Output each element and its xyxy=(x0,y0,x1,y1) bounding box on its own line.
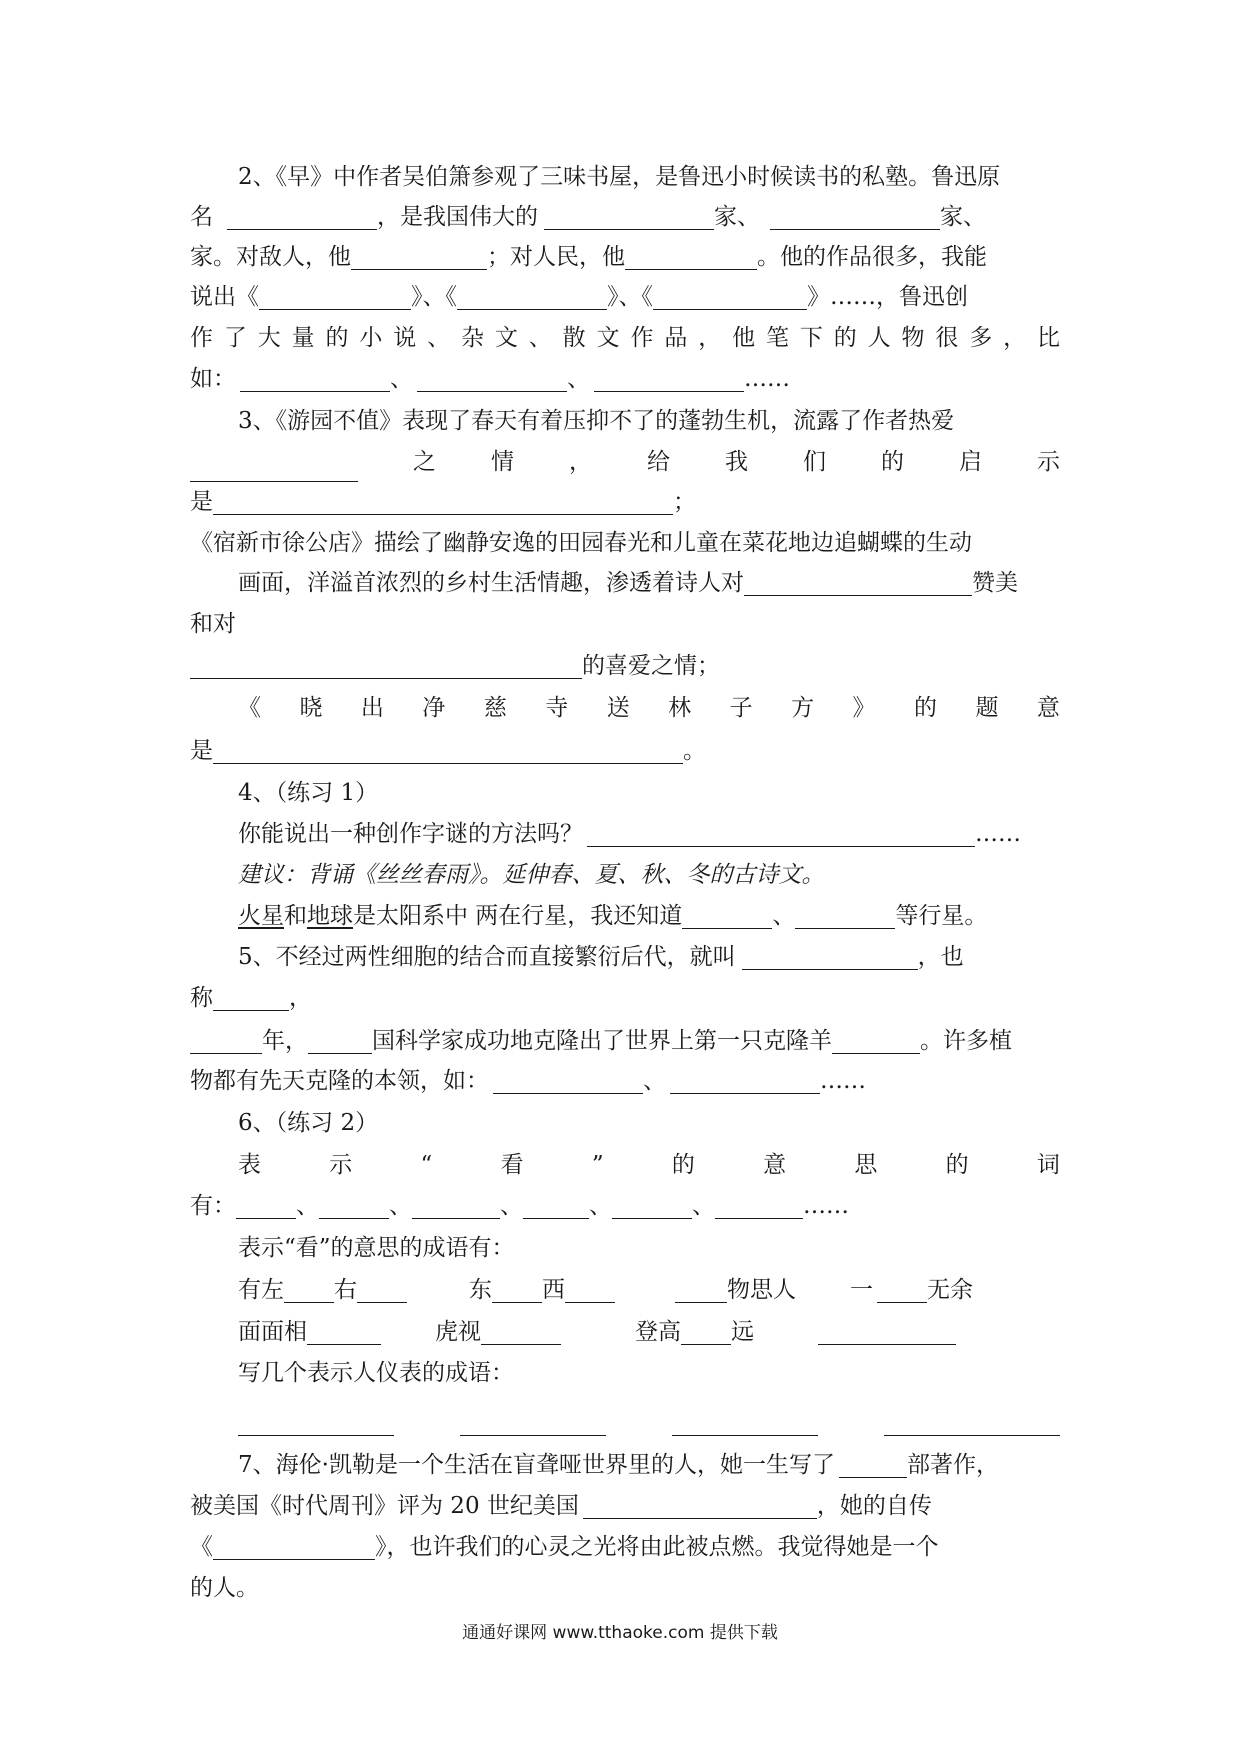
q6-idioms-row-2: 面面相 虎视 登高 远 xyxy=(238,1312,1060,1352)
blank[interactable] xyxy=(583,1492,817,1519)
q6-idioms-row-1: 有左 右 东 西 物思人 一 无余 xyxy=(238,1277,973,1303)
q2-line-6: 如： 、 、 …… xyxy=(190,366,790,392)
blank[interactable] xyxy=(307,1318,381,1345)
q3-line-3: 是 ； xyxy=(190,489,696,515)
blank[interactable] xyxy=(625,243,757,270)
blank[interactable] xyxy=(523,1192,589,1219)
blank[interactable] xyxy=(653,283,807,310)
blank[interactable] xyxy=(832,1027,920,1054)
blank[interactable] xyxy=(492,1276,542,1303)
blank[interactable] xyxy=(213,737,683,764)
blank[interactable] xyxy=(675,1276,727,1303)
q2-line-2: 名 ，是我国伟大的 家、 家、 xyxy=(190,204,986,230)
q3-line-9: 是 。 xyxy=(190,738,706,764)
blank[interactable] xyxy=(672,1409,818,1436)
q3-line-5: 画面，洋溢首浓烈的乡村生活情趣，渗透着诗人对 赞美 xyxy=(238,570,1018,596)
blank[interactable] xyxy=(240,365,390,392)
q4-line-4: 火星和地球是太阳系中 两在行星，我还知道 、 等行星。 xyxy=(238,903,988,929)
q2-line-5: 作了大量的小说、杂文、散文作品，他笔下的人物很多，比 xyxy=(190,325,1060,351)
q7-line-1: 7、海伦·凯勒是一个生活在盲聋哑世界里的人，她一生写了 部著作， xyxy=(238,1452,999,1478)
q3-line-8: 《 晓 出 净 慈 寺 送 林 子 方 》 的 题 意 xyxy=(238,695,1060,721)
blank[interactable] xyxy=(544,203,714,230)
footer-credit: 通通好课网 www.tthaoke.com 提供下载 xyxy=(462,1623,778,1643)
blank[interactable] xyxy=(681,1318,731,1345)
blank[interactable] xyxy=(742,943,918,970)
blank[interactable] xyxy=(670,1067,820,1094)
blank[interactable] xyxy=(227,203,377,230)
blank[interactable] xyxy=(351,243,487,270)
q5-line-3: 年， 国科学家成功地克隆出了世界上第一只克隆羊 。许多植 xyxy=(190,1021,1060,1061)
blank[interactable] xyxy=(612,1192,692,1219)
blank[interactable] xyxy=(770,203,940,230)
blank[interactable] xyxy=(715,1192,803,1219)
blank[interactable] xyxy=(481,1318,561,1345)
blank[interactable] xyxy=(877,1276,927,1303)
q6-line-2: 表 示 “ 看 ” 的 意 思 的 词 xyxy=(238,1152,1060,1178)
blank[interactable] xyxy=(213,1533,375,1560)
q2-line-4: 说出《 》、《 》、《 》……，鲁迅创 xyxy=(190,284,968,310)
q5-line-1: 5、不经过两性细胞的结合而直接繁衍后代，就叫 ，也 xyxy=(238,944,964,970)
q7-line-2: 被美国《时代周刊》评为 20 世纪美国 ，她的自传 xyxy=(190,1493,932,1519)
q6-line-4: 表示“看”的意思的成语有： xyxy=(238,1235,515,1261)
blank[interactable] xyxy=(284,1276,334,1303)
blank[interactable] xyxy=(308,1027,372,1054)
q6-line-3: 有： 、 、 、 、 、 …… xyxy=(190,1193,849,1219)
q3-line-1: 3、《游园不值》表现了春天有着压抑不了的蓬勃生机，流露了作者热爱 xyxy=(238,408,955,434)
blank[interactable] xyxy=(319,1192,389,1219)
q6-line-6: 写几个表示人仪表的成语： xyxy=(238,1360,514,1386)
blank[interactable] xyxy=(417,365,567,392)
blank[interactable] xyxy=(236,1192,296,1219)
blank[interactable] xyxy=(460,1409,606,1436)
blank[interactable] xyxy=(839,1451,907,1478)
q3-line-2: 之 情 ， 给 我 们 的 启 示 xyxy=(190,442,1060,482)
q6-line-1: 6、（练习 2） xyxy=(238,1110,379,1136)
blank[interactable] xyxy=(818,1318,956,1345)
q7-line-4: 的人。 xyxy=(190,1575,259,1601)
blank[interactable] xyxy=(357,1276,407,1303)
q7-line-3: 《 》，也许我们的心灵之光将由此被点燃。我觉得她是一个 xyxy=(190,1534,939,1560)
q4-line-2: 你能说出一种创作字谜的方法吗？ …… xyxy=(238,821,1021,847)
blank[interactable] xyxy=(594,365,744,392)
q4-suggestion: 建议：背诵《丝丝春雨》。延伸春、夏、秋、冬的古诗文。 xyxy=(238,862,825,888)
q3-line-7: 的喜爱之情； xyxy=(190,646,1060,686)
blank[interactable] xyxy=(682,902,772,929)
q3-line-6: 和对 xyxy=(190,611,236,637)
blank[interactable] xyxy=(565,1276,615,1303)
q2-line-1: 2、《早》中作者吴伯箫参观了三味书屋，是鲁迅小时候读书的私塾。鲁迅原 xyxy=(238,164,1001,190)
blank[interactable] xyxy=(213,488,673,515)
q3-line-4: 《宿新市徐公店》描绘了幽静安逸的田园春光和儿童在菜花地边追蝴蝶的生动 xyxy=(190,530,972,556)
blank[interactable] xyxy=(493,1067,643,1094)
blank[interactable] xyxy=(795,902,895,929)
q4-line-1: 4、（练习 1） xyxy=(238,780,379,806)
blank[interactable] xyxy=(238,1409,394,1436)
blank[interactable] xyxy=(190,1027,262,1054)
blank[interactable] xyxy=(412,1192,500,1219)
blank[interactable] xyxy=(744,569,972,596)
blank[interactable] xyxy=(190,652,582,679)
blank[interactable] xyxy=(190,455,358,482)
blank[interactable] xyxy=(213,984,289,1011)
q5-line-4: 物都有先天克隆的本领，如： 、 …… xyxy=(190,1068,866,1094)
blank[interactable] xyxy=(884,1409,1060,1436)
blank[interactable] xyxy=(457,283,607,310)
q5-line-2: 称 ， xyxy=(190,985,312,1011)
blank[interactable] xyxy=(259,283,411,310)
q6-appearance-blanks xyxy=(238,1396,1060,1436)
q2-line-3: 家。对敌人，他 ；对人民，他 。他的作品很多，我能 xyxy=(190,244,987,270)
blank[interactable] xyxy=(587,820,975,847)
